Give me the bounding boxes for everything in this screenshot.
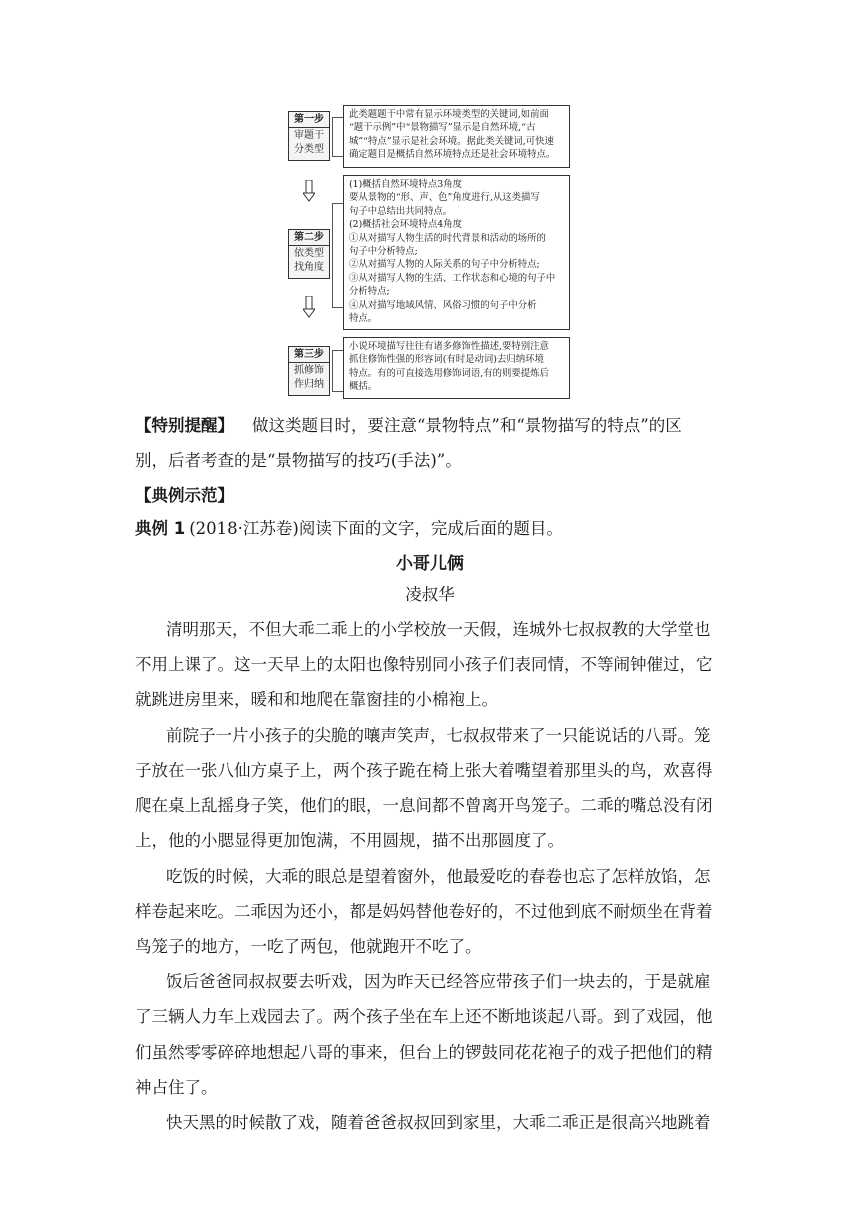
step2-box [288,229,330,279]
step3-sub1: 抓修饰 [294,365,324,376]
story-line: 前院子一片小孩子的尖脆的嚷声笑声，七叔叔带来了一只能说话的八哥。笼 [166,726,711,745]
story-line: 快天黑的时候散了戏，随着爸爸叔叔回到家里，大乖二乖正是很高兴地跳着 [166,1113,711,1132]
reminder-line-2: 别，后者考查的是“景物描写的技巧(手法)”。 [135,451,462,470]
step2-line: 要从景物的“形、声、色”角度进行,从这类描写 [349,192,540,204]
step1-line: 城”“特点”显示是社会环境。据此类关键词,可快速 [349,135,554,147]
step1-line: “题干示例”中“景物描写”显示是自然环境,“古 [349,122,536,134]
story-line: 吃饭的时候，大乖的眼总是望着窗外，他最爱吃的春卷也忘了怎样放馅，怎 [166,867,711,886]
step3-title: 第三步 [289,348,329,363]
example-header: 【典例示范】 [135,486,234,505]
step2-line: 分析特点; [349,286,390,298]
example-label: 典例 1 [135,519,186,538]
step3-description [343,337,570,399]
step1-line: 此类题题干中常有显示环境类型的关键词,如前面 [349,109,549,120]
story-line: 饭后爸爸同叔叔要去听戏，因为昨天已经答应带孩子们一块去的，于是就雇 [166,972,711,991]
reminder-label: 【特别提醒】 [135,416,234,435]
step2-description [343,175,570,330]
story-line: 就跳进房里来，暖和和地爬在靠窗挂的小棉袍上。 [135,690,498,709]
step2-line: 句子中总结出共同特点。 [349,205,453,217]
step1-line: 确定题目是概括自然环境特点还是社会环境特点。 [349,149,556,161]
step2-line: ①从对描写人物生活的时代背景和活动的场所的 [349,232,546,244]
story-line: 了三辆人力车上戏园去了。两个孩子坐在车上还不断地谈起八哥。到了戏园，他 [135,1007,713,1026]
story-title: 小哥儿俩 [396,554,464,574]
story-line: 上，他的小腮显得更加饱满，不用圆规，描不出那圆度了。 [135,831,564,850]
story-line: 爬在桌上乱摇身子笑，他们的眼，一息间都不曾离开鸟笼子。二乖的嘴总没有闭 [135,796,713,815]
step2-sub1: 依类型 [294,248,324,259]
step1-title: 第一步 [289,113,329,128]
story-line: 子放在一张八仙方桌子上，两个孩子跪在椅上张大着嘴望着那里头的鸟，欢喜得 [135,761,713,780]
story-line: 样卷起来吃。二乖因为还小，都是妈妈替他卷好的，不过他到底不耐烦坐在背着 [135,902,713,921]
method-flow-diagram [288,103,574,399]
step3-box [288,346,330,396]
step2-sub2: 找角度 [294,262,324,273]
step2-line: (2)概括社会环境特点4角度 [349,219,462,231]
reminder-text-1: 做这类题目时，要注意“景物特点”和“景物描写的特点”的区 [252,416,682,435]
step2-line: (1)概括自然环境特点3角度 [349,179,462,190]
step3-line: 概括。 [349,381,378,393]
story-line: 神占住了。 [135,1078,218,1097]
example-line [135,515,563,539]
story-line: 清明那天，不但大乖二乖上的小学校放一天假，连城外七叔叔教的大学堂也 [166,620,711,639]
step1-box [288,111,330,161]
reminder-line-1 [135,412,682,436]
story-line: 们虽然零零碎碎地想起八哥的事来，但台上的锣鼓同花花袍子的戏子把他们的精 [135,1043,713,1062]
step3-line: 特点。有的可直接选用修饰词语,有的则要提炼后 [349,367,549,379]
example-text: (2018·江苏卷)阅读下面的文字，完成后面的题目。 [189,519,563,538]
step1-sub2: 分类型 [294,144,324,155]
step2-line: ③从对描写人物的生活、工作状态和心境的句子中 [349,272,556,284]
step2-line: 特点。 [349,313,378,325]
step2-line: 句子中分析特点; [349,246,418,258]
step2-title: 第二步 [289,231,329,246]
down-arrow-icon [303,180,315,202]
story-line: 不用上课了。这一天早上的太阳也像特别同小孩子们表同情，不等闹钟催过，它 [135,655,713,674]
step3-line: 小说环境描写往往有诸多修饰性描述,要特别注意 [349,341,549,352]
down-arrow-icon [303,296,315,318]
story-author: 凌叔华 [405,585,455,604]
step3-sub2: 作归纳 [294,379,324,390]
step3-line: 抓住修饰性强的形容词(有时是动词)去归纳环境 [349,354,544,366]
step1-sub1: 审题干 [294,130,324,141]
story-line: 鸟笼子的地方，一吃了两包，他就跑开不吃了。 [135,937,482,956]
step2-line: ④从对描写地域风情、风俗习惯的句子中分析 [349,299,537,311]
step2-line: ②从对描写人物的人际关系的句子中分析特点; [349,259,540,271]
step1-description [343,105,570,168]
